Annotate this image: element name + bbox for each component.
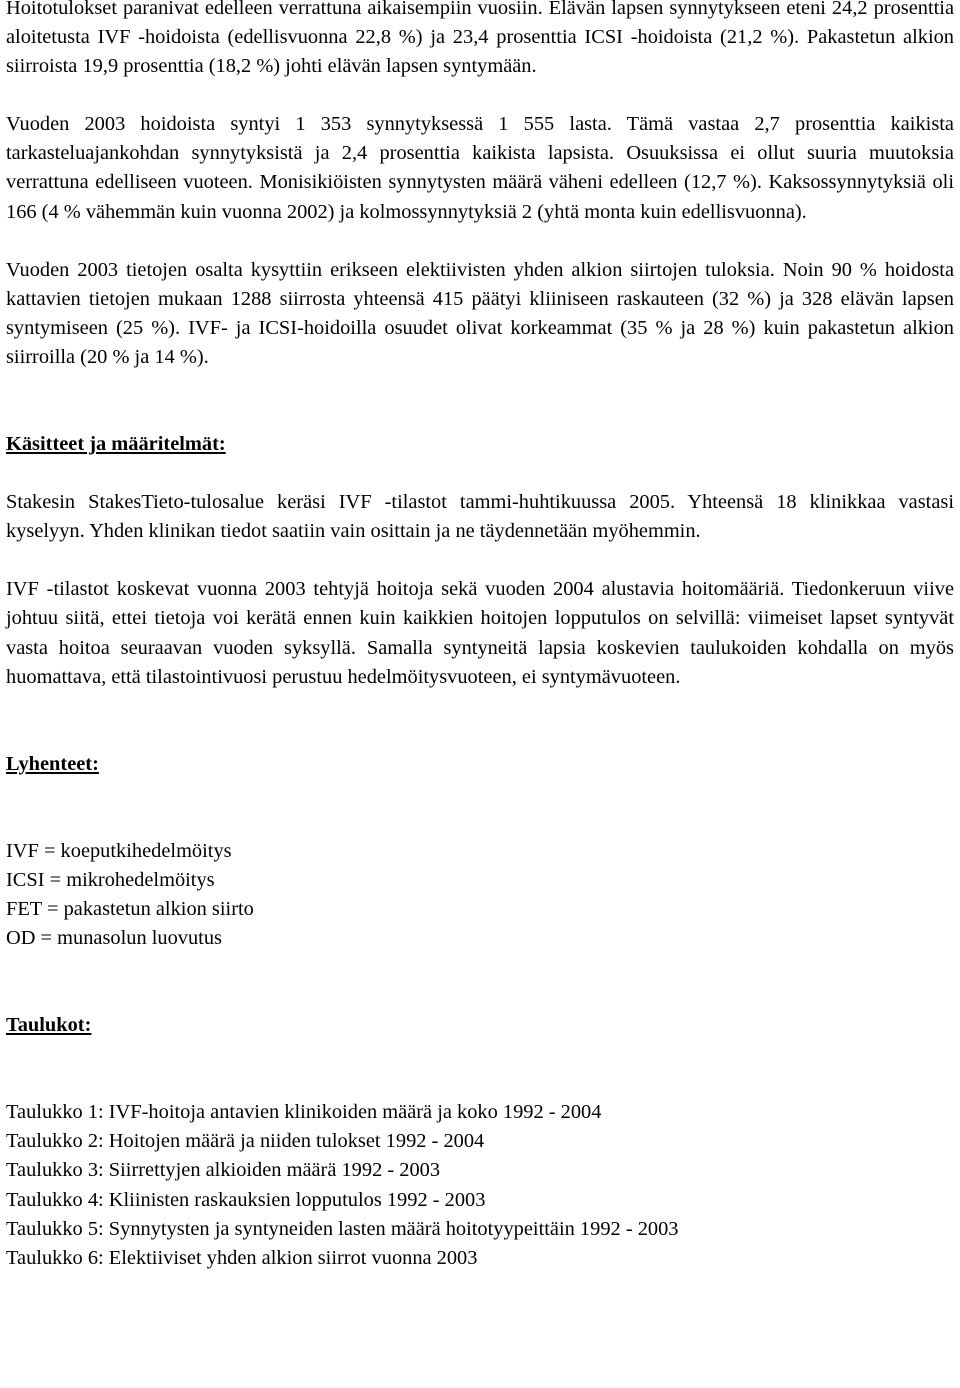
tables-list <box>6 1098 954 1273</box>
list-item: Taulukko 5: Synnytysten ja syntyneiden lasten määrä hoitotyypeittäin 1992 - 2003 <box>6 1217 679 1240</box>
list-item: Taulukko 1: IVF-hoitoja antavien klinikoiden määrä ja koko 1992 - 2004 <box>6 1101 602 1124</box>
list-item: ICSI = mikrohedelmöitys <box>6 868 215 891</box>
definitions-paragraph-1: Stakesin StakesTieto-tulosalue keräsi IVF -tilastot tammi-huhtikuussa 2005. Yhteensä 18 klinikkaa vastasi kyselyyn. Yhden klinikan tiedot saatiin vain osittain ja ne täydennetään myöhemmin. <box>6 491 954 543</box>
list-item: Taulukko 4: Kliinisten raskauksien lopputulos 1992 - 2003 <box>6 1188 486 1211</box>
results-paragraph-3: Vuoden 2003 tietojen osalta kysyttiin erikseen elektiivisten yhden alkion siirtojen tuloksia. Noin 90 % hoidosta kattavien tietojen mukaan 1288 siirrosta yhteensä 415 päätyi kliiniseen raskauteen (32 %) ja 328 elävän lapsen syntymiseen (25 %). IVF- ja ICSI-hoidoilla osuudet olivat korkeammat (35 % ja 28 %) kuin pakastetun alkion siirroilla (20 % ja 14 %). <box>6 258 954 368</box>
abbreviations-heading: Lyhenteet: <box>6 752 99 775</box>
tables-section <box>6 1011 954 1273</box>
list-item: Taulukko 2: Hoitojen määrä ja niiden tulokset 1992 - 2004 <box>6 1130 485 1153</box>
results-paragraph-1: Hoitotulokset paranivat edelleen verrattuna aikaisempiin vuosiin. Elävän lapsen synnytykseen eteni 24,2 prosenttia aloitetusta IVF -hoidoista (edellisvuonna 22,8 %) ja 23,4 prosenttia ICSI -hoidoista (21,2 %). Pakastetun alkion siirroista 19,9 prosenttia (18,2 %) johti elävän lapsen syntymään. <box>6 0 954 78</box>
list-item: Taulukko 3: Siirrettyjen alkioiden määrä 1992 - 2003 <box>6 1159 441 1182</box>
list-item: OD = munasolun luovutus <box>6 927 222 950</box>
results-paragraph-2: Vuoden 2003 hoidoista syntyi 1 353 synnytyksessä 1 555 lasta. Tämä vastaa 2,7 prosenttia kaikista tarkasteluajankohdan synnytyksistä ja 2,4 prosenttia kaikista lapsista. Osuuksissa ei ollut suuria muutoksia verrattuna edelliseen vuoteen. Monisikiöisten synnytysten määrä väheni edelleen (12,7 %). Kaksossynnytyksiä oli 166 (4 % vähemmän kuin vuonna 2002) ja kolmossynnytyksiä 2 (yhtä monta kuin edellisvuonna). <box>6 113 954 223</box>
definitions-section <box>6 430 954 692</box>
definitions-heading: Käsitteet ja määritelmät: <box>6 433 226 456</box>
tables-heading: Taulukot: <box>6 1014 92 1037</box>
list-item: IVF = koeputkihedelmöitys <box>6 839 232 862</box>
abbreviations-list <box>6 837 954 953</box>
definitions-paragraph-2: IVF -tilastot koskevat vuonna 2003 tehtyjä hoitoja sekä vuoden 2004 alustavia hoitomääriä. Tiedonkeruun viive johtuu siitä, ettei tietoja voi kerätä ennen kuin kaikkien hoitojen lopputulos on selvillä: viimeiset lapset syntyvät vasta hoitoa seuraavan vuoden syksyllä. Samalla syntyneitä lapsia koskevien taulukoiden kohdalla on myös huomattava, että tilastointivuosi perustuu hedelmöitysvuoteen, ei syntymävuoteen. <box>6 578 954 688</box>
results-section <box>6 0 954 372</box>
list-item: Taulukko 6: Elektiiviset yhden alkion siirrot vuonna 2003 <box>6 1246 478 1269</box>
abbreviations-section <box>6 750 954 953</box>
list-item: FET = pakastetun alkion siirto <box>6 897 254 920</box>
